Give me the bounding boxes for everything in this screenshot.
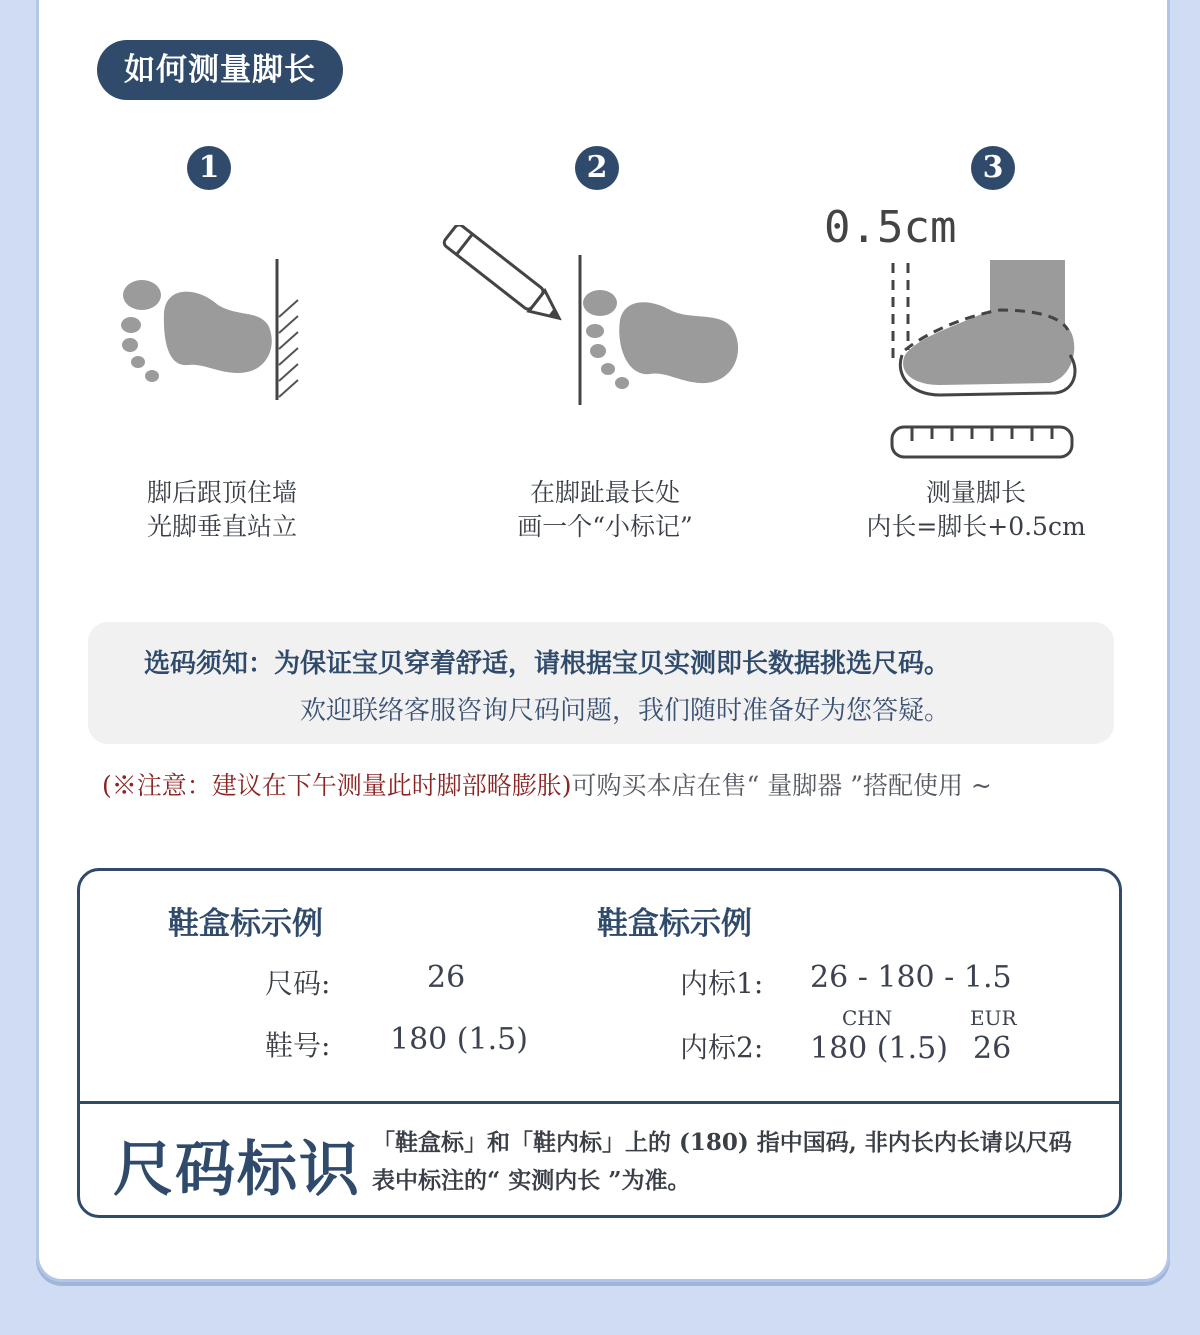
chn-value: 180 (1.5) [810,1031,948,1066]
step-2-line2: 画一个“小标记” [517,512,693,541]
caution-note [102,766,992,802]
gap-label: 0.5cm [824,202,957,253]
size-mark-line2: 表中标注的“ 实测内长 ”为准。 [372,1167,691,1194]
inner-label-1-value: 26 - 180 - 1.5 [810,960,1012,995]
size-mark-description [372,1124,1092,1200]
shoe-number-value: 180 (1.5) [390,1022,528,1057]
step-1-line1: 脚后跟顶住墙 [146,478,297,507]
caution-red-text: (※注意：建议在下午测量此时脚部略膨胀) [102,771,572,800]
step-2-line1: 在脚趾最长处 [529,478,680,507]
caution-gray-text: 可购买本店在售“ 量脚器 ”搭配使用 ~ [571,771,992,800]
step-1-line2: 光脚垂直站立 [146,512,297,541]
foot-against-wall-illustration [108,255,308,405]
chn-label: CHN [842,1006,893,1030]
section-title: 如何测量脚长 [97,40,343,100]
box-divider [77,1101,1122,1104]
size-label: 尺码: [265,967,331,1000]
right-header: 鞋盒标示例 [597,906,752,942]
pencil-mark-illustration [440,225,750,410]
step-3-caption [826,476,1126,544]
size-mark-title: 尺码标识 [113,1135,361,1205]
step-2-caption [455,476,755,544]
eur-label: EUR [970,1006,1017,1030]
inner-label-2: 内标2: [680,1031,764,1064]
step-3-number: 3 [971,146,1015,190]
step-3-line1: 测量脚长 [925,478,1026,507]
measure-shoe-illustration [880,255,1090,465]
notice-line-2: 欢迎联络客服咨询尺码问题，我们随时准备好为您答疑。 [300,696,951,726]
left-header: 鞋盒标示例 [168,906,323,942]
step-1-caption [72,476,372,544]
size-value: 26 [427,960,466,995]
eur-value: 26 [973,1031,1012,1066]
step-3-line2: 内长=脚长+0.5cm [866,512,1086,541]
notice-line-1: 选码须知：为保证宝贝穿着舒适，请根据宝贝实测即长数据挑选尺码。 [144,649,951,679]
step-1-number: 1 [187,146,231,190]
inner-label-1: 内标1: [680,967,764,1000]
size-mark-line1: 「鞋盒标」和「鞋内标」上的 (180) 指中国码, 非内长内长请以尺码 [372,1129,1072,1156]
step-2-number: 2 [575,146,619,190]
shoe-number-label: 鞋号: [265,1029,331,1062]
